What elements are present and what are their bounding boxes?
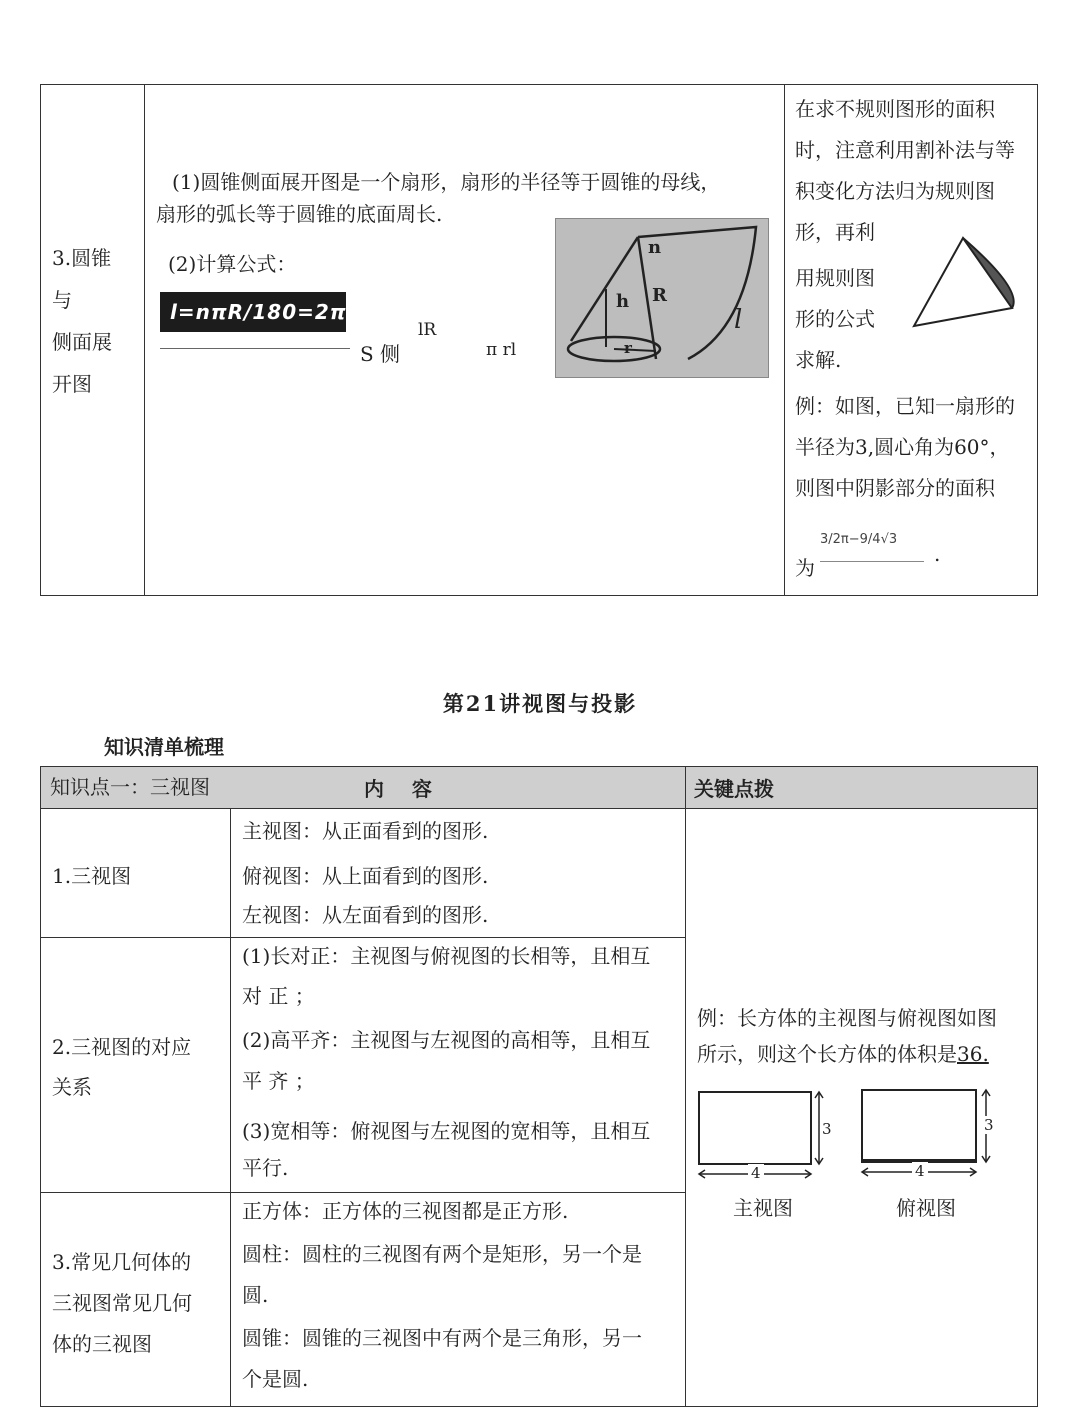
row2-content: 平行. (242, 1156, 289, 1180)
row2-content: 平 齐 ； (242, 1069, 315, 1093)
content-paragraph-1: (1)圆锥侧面展开图是一个扇形，扇形的半径等于圆锥的母线， (172, 170, 721, 194)
row3-content: 圆柱：圆柱的三视图有两个是矩形，另一个是 (242, 1242, 642, 1266)
sector-diagram (908, 232, 1028, 332)
tip-example-prefix: 所示，则这个长方体的体积是 (697, 1042, 957, 1066)
tip-example-line2 (697, 1040, 989, 1068)
example-line: 半径为3,圆心角为60°， (795, 435, 1010, 459)
tip-line: 形，再利 (795, 220, 875, 244)
header-col1: 知识点一：三视图 (50, 775, 210, 799)
tip-line: 在求不规则图形的面积 (795, 97, 995, 121)
tip-line: 积变化方法归为规则图 (795, 179, 995, 203)
example-line: 例：如图，已知一扇形的 (795, 394, 1015, 418)
grid-line (40, 1406, 1038, 1407)
top-table-border-top (40, 84, 1038, 85)
front-dim-height: 3 (822, 1120, 832, 1138)
tip-example-answer: 36. (957, 1042, 989, 1066)
grid-line (685, 766, 686, 1407)
cone-label-h: h (616, 291, 630, 312)
row1-content: 主视图：从正面看到的图形. (242, 819, 489, 843)
answer-underline (820, 561, 924, 562)
content-paragraph-1b: 扇形的弧长等于圆锥的底面周长. (156, 202, 443, 226)
front-dim-width: 4 (748, 1164, 764, 1182)
row-label-line: 开图 (52, 372, 92, 396)
cone-label-n: n (648, 237, 662, 258)
grid-line (40, 766, 1038, 767)
answer-prefix: 为 (795, 556, 815, 580)
top-dim-height: 3 (984, 1116, 994, 1134)
grid-line (40, 1192, 686, 1193)
grid-line (230, 808, 231, 1407)
formula-image-text: l=nπR/180=2πr (170, 300, 358, 324)
grid-line (40, 766, 41, 1407)
row2-content: (2)高平齐：主视图与左视图的高相等，且相互 (242, 1028, 651, 1052)
section-title: 第21讲视图与投影 (442, 691, 638, 716)
row2-content: 对 正 ； (242, 984, 315, 1008)
row3-content: 个是圆. (242, 1367, 309, 1391)
row-label-line: 3.圆锥 (52, 246, 112, 270)
row3-content: 圆锥：圆锥的三视图中有两个是三角形，另一 (242, 1326, 642, 1350)
front-view-diagram (694, 1086, 840, 1182)
top-view-label: 俯视图 (896, 1196, 956, 1220)
grid-line (1037, 766, 1038, 1407)
front-view-label: 主视图 (733, 1196, 793, 1220)
header-col3: 关键点拨 (694, 777, 774, 801)
row2-label: 2.三视图的对应 (52, 1035, 192, 1059)
s-side-label: S 侧 (360, 342, 401, 366)
answer-image: 3/2π−9/4√3 (820, 532, 898, 547)
row-label-line: 侧面展 (52, 330, 112, 354)
row-label-line: 与 (52, 288, 72, 312)
row3-label: 三视图常见几何 (52, 1291, 192, 1315)
top-dim-width: 4 (912, 1162, 928, 1180)
tip-example-line1: 例：长方体的主视图与俯视图如图 (697, 1006, 997, 1030)
formula-image (160, 292, 358, 332)
cone-label-r: r (624, 339, 632, 357)
header-col2: 内 容 (364, 777, 432, 801)
row1-label: 1.三视图 (52, 864, 132, 888)
row1-content: 俯视图：从上面看到的图形. (242, 864, 489, 888)
row2-content: (1)长对正：主视图与俯视图的长相等，且相互 (242, 944, 651, 968)
section-subtitle: 知识清单梳理 (104, 735, 224, 759)
tip-line: 形的公式 (795, 307, 875, 331)
top-table-border-right (1037, 84, 1038, 596)
lr-label: lR (418, 320, 437, 340)
content-paragraph-2: (2)计算公式： (168, 252, 297, 276)
example-line: 则图中阴影部分的面积 (795, 476, 995, 500)
top-table-divider-2 (784, 84, 785, 596)
top-table-border-bottom (40, 595, 1038, 596)
tip-line: 时，注意利用割补法与等 (795, 138, 1015, 162)
row3-label: 体的三视图 (52, 1332, 152, 1356)
top-table-divider-1 (144, 84, 145, 596)
row3-content: 圆. (242, 1283, 269, 1307)
answer-suffix: . (934, 542, 941, 566)
grid-line (40, 937, 686, 938)
row2-label: 关系 (52, 1075, 92, 1099)
row3-content: 正方体：正方体的三视图都是正方形. (242, 1199, 569, 1223)
formula-underline (160, 348, 350, 349)
row2-content: (3)宽相等：俯视图与左视图的宽相等，且相互 (242, 1119, 651, 1143)
top-table-border-left (40, 84, 41, 596)
tip-line: 求解. (795, 348, 842, 372)
row1-content: 左视图：从左面看到的图形. (242, 903, 489, 927)
cone-label-l: l (734, 305, 743, 335)
pirl-label: π rl (486, 340, 517, 360)
row3-label: 3.常见几何体的 (52, 1250, 192, 1274)
grid-line (40, 808, 1038, 809)
cone-label-R: R (652, 285, 667, 306)
cone-net-photo (555, 218, 769, 378)
tip-line: 用规则图 (795, 266, 875, 290)
